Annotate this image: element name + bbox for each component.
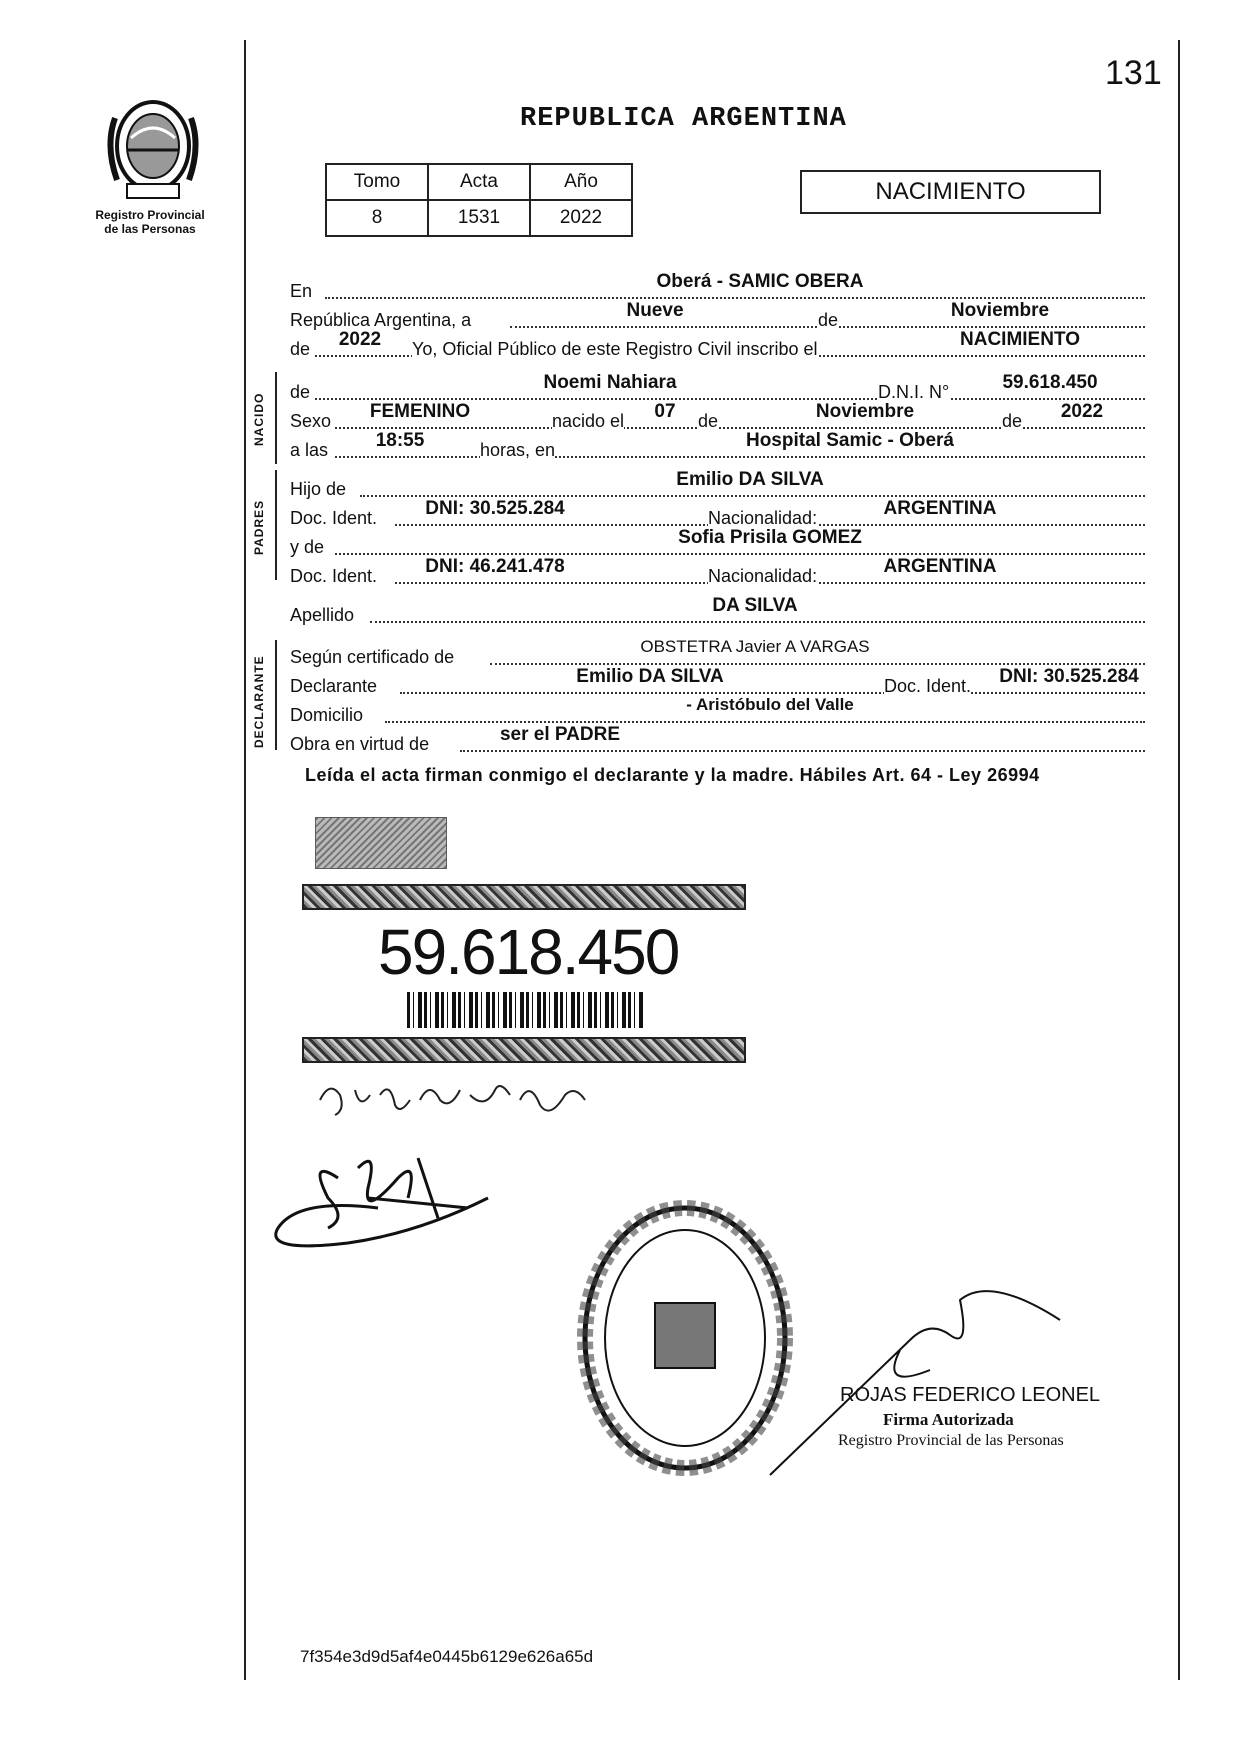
label-de: de xyxy=(818,310,839,330)
value-birth-month: Noviembre xyxy=(815,401,915,422)
stamp-band-bottom xyxy=(302,1037,746,1063)
value-obra: ser el PADRE xyxy=(499,724,621,745)
stamp-band-top xyxy=(302,884,746,910)
record-table-value: 2022 xyxy=(530,200,632,236)
signer-name: ROJAS FEDERICO LEONEL xyxy=(840,1384,1101,1406)
value-domicilio: - Aristóbulo del Valle xyxy=(686,695,854,714)
row-obra xyxy=(290,724,1150,756)
handwritten-signature-sofia xyxy=(268,1138,508,1258)
value-sexo: FEMENINO xyxy=(369,401,471,422)
label-declarante: Declarante xyxy=(290,676,378,696)
label-a-las: a las xyxy=(290,440,329,460)
label-sexo: Sexo xyxy=(290,411,332,431)
label-doc-ident: Doc. Ident. xyxy=(290,508,378,528)
signer-role: Firma Autorizada xyxy=(883,1410,1014,1429)
value-mother-nationality: ARGENTINA xyxy=(883,556,997,577)
record-table xyxy=(325,163,633,237)
record-table-header: Año xyxy=(530,164,632,200)
label-oficial: Yo, Oficial Público de este Registro Civil inscribo el xyxy=(412,339,818,359)
label-de: de xyxy=(1002,411,1023,431)
registry-label-line1: Registro Provincial xyxy=(95,208,205,222)
barcode xyxy=(407,992,645,1028)
record-table-header: Acta xyxy=(428,164,530,200)
label-de: de xyxy=(698,411,719,431)
value-dni: 59.618.450 xyxy=(1002,372,1098,393)
value-child-name: Noemi Nahiara xyxy=(543,372,677,393)
registry-label-line2: de las Personas xyxy=(104,222,196,236)
label-doc-ident: Doc. Ident. xyxy=(884,676,972,696)
left-margin-line xyxy=(244,40,246,1680)
record-table-value-row xyxy=(326,200,632,236)
record-table-header: Tomo xyxy=(326,164,428,200)
handwritten-signature-emilio xyxy=(310,1070,630,1130)
row-mother-doc xyxy=(290,556,1150,588)
value-certificado: OBSTETRA Javier A VARGAS xyxy=(640,637,870,656)
value-time: 18:55 xyxy=(375,430,425,451)
value-year: 2022 xyxy=(338,329,382,350)
side-label-padres: PADRES xyxy=(252,499,266,555)
label-segun-certificado: Según certificado de xyxy=(290,647,455,667)
label-doc-ident: Doc. Ident. xyxy=(290,566,378,586)
label-dni: D.N.I. N° xyxy=(878,382,950,402)
padres-bracket xyxy=(275,470,277,580)
signer-organization: Registro Provincial de las Personas xyxy=(838,1432,1064,1449)
declarante-bracket xyxy=(275,640,277,750)
registry-label xyxy=(80,208,220,236)
value-place-registry: Oberá - SAMIC OBERA xyxy=(656,271,864,292)
label-republica: República Argentina, a xyxy=(290,310,472,330)
small-date-stamp xyxy=(315,817,447,869)
value-mother-doc: DNI: 46.241.478 xyxy=(425,556,565,577)
value-day-word: Nueve xyxy=(626,300,684,321)
value-birth-day: 07 xyxy=(654,401,676,422)
row-domicilio xyxy=(290,695,1150,727)
value-birth-year: 2022 xyxy=(1060,401,1104,422)
value-father-nationality: ARGENTINA xyxy=(883,498,997,519)
value-month: Noviembre xyxy=(950,300,1050,321)
value-father-doc: DNI: 30.525.284 xyxy=(425,498,565,519)
authorized-signature xyxy=(760,1280,1080,1480)
row-apellido xyxy=(290,595,1150,627)
label-obra-en-virtud: Obra en virtud de xyxy=(290,734,430,754)
label-domicilio: Domicilio xyxy=(290,705,364,725)
document-hash: 7f354e3d9d5af4e0445b6129e626a65d xyxy=(300,1647,594,1666)
label-horas-en: horas, en xyxy=(480,440,556,460)
nacido-bracket xyxy=(275,372,277,464)
document-title: REPUBLICA ARGENTINA xyxy=(520,104,847,134)
value-declarante: Emilio DA SILVA xyxy=(576,666,724,687)
stamp-number: 59.618.450 xyxy=(378,916,679,988)
record-table-value: 8 xyxy=(326,200,428,236)
page-number: 131 xyxy=(1105,54,1162,92)
row-inscribo xyxy=(290,329,1150,361)
label-de: de xyxy=(290,382,311,402)
value-inscribo: NACIMIENTO xyxy=(960,329,1080,350)
label-y-de: y de xyxy=(290,537,325,557)
label-nacionalidad: Nacionalidad: xyxy=(708,508,818,528)
closing-text: Leída el acta firman conmigo el declarante y la madre. Hábiles Art. 64 - Ley 26994 xyxy=(305,765,1040,785)
value-father: Emilio DA SILVA xyxy=(676,469,824,490)
record-table-value: 1531 xyxy=(428,200,530,236)
label-de: de xyxy=(290,339,311,359)
label-nacionalidad: Nacionalidad: xyxy=(708,566,818,586)
label-apellido: Apellido xyxy=(290,605,355,625)
record-table-header-row xyxy=(326,164,632,200)
label-hijo-de: Hijo de xyxy=(290,479,347,499)
label-en: En xyxy=(290,281,313,301)
side-label-declarante: DECLARANTE xyxy=(252,655,266,748)
province-emblem xyxy=(97,88,209,206)
value-apellido: DA SILVA xyxy=(712,595,798,616)
label-nacido-el: nacido el xyxy=(552,411,625,431)
side-label-nacido: NACIDO xyxy=(252,392,266,446)
right-margin-line xyxy=(1178,40,1180,1680)
value-mother: Sofia Prisila GOMEZ xyxy=(678,527,862,548)
value-birth-place: Hospital Samic - Oberá xyxy=(745,430,954,451)
record-type-box: NACIMIENTO xyxy=(800,170,1101,214)
row-hora xyxy=(290,430,1150,462)
value-declarante-doc: DNI: 30.525.284 xyxy=(999,666,1139,687)
